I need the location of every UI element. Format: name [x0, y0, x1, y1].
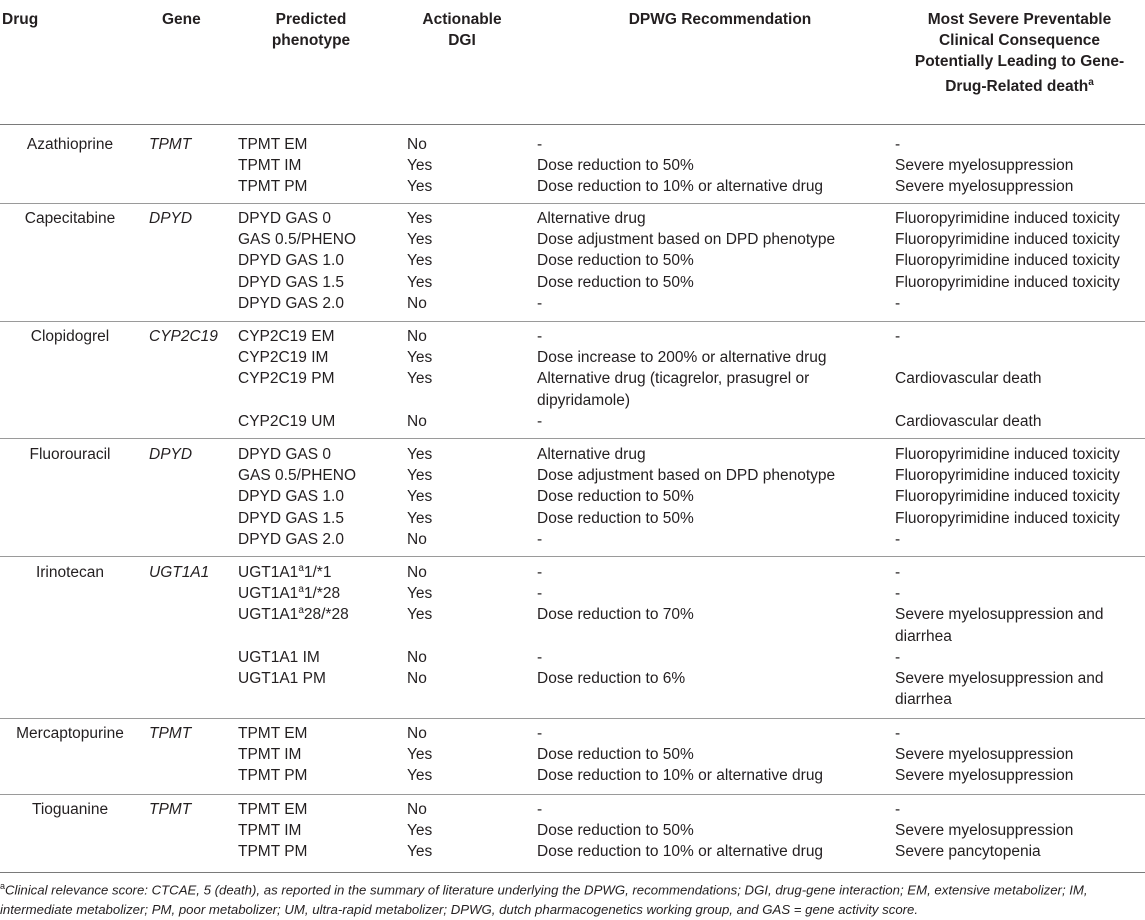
- actionable-cell: Yes: [407, 606, 433, 624]
- phenotype-suffix: 1/*28: [303, 585, 341, 603]
- actionable-cell: Yes: [407, 446, 433, 463]
- phenotype-prefix: UGT1A1: [238, 564, 299, 581]
- actionable-cell: Yes: [407, 273, 433, 291]
- drug-name: Tioguanine: [31, 801, 109, 818]
- actionable-cell: Yes: [407, 767, 433, 785]
- group-divider: [0, 321, 1145, 322]
- consequence-cell: -: [895, 136, 901, 153]
- consequence-cell: Fluoropyrimidine induced toxicity: [895, 509, 1120, 527]
- consequence-cell: Severe myelosuppression and diarrhea: [895, 670, 1104, 709]
- actionable-cell: Yes: [407, 488, 433, 506]
- phenotype-cell: CYP2C19 UM: [238, 412, 336, 430]
- recommendation-cell: -: [537, 136, 543, 153]
- phenotype-cell: DPYD GAS 1.5: [238, 509, 344, 527]
- actionable-cell: Yes: [407, 746, 433, 764]
- phenotype-sup: a: [298, 563, 304, 574]
- phenotype-cell: CYP2C19 PM: [238, 370, 335, 388]
- group-divider: [0, 556, 1145, 557]
- drug-name: Irinotecan: [35, 564, 105, 581]
- consequence-cell: -: [895, 564, 901, 581]
- phenotype-cell: TPMT PM: [238, 178, 308, 196]
- gene-name: TPMT: [149, 801, 192, 818]
- recommendation-cell: Alternative drug (ticagrelor, prasugrel or dipyridamole): [537, 370, 810, 409]
- phenotype-sup: a: [298, 584, 304, 596]
- group-divider: [0, 794, 1145, 795]
- actionable-cell: Yes: [407, 509, 433, 527]
- consequence-cell: Severe myelosuppression: [895, 178, 1074, 196]
- drug-name: Capecitabine: [24, 210, 116, 227]
- consequence-cell: Fluoropyrimidine induced toxicity: [895, 273, 1120, 291]
- consequence-cell: Severe myelosuppression: [895, 157, 1074, 175]
- phenotype-cell: UGT1A1 IM: [238, 648, 320, 666]
- footnote-text: Clinical relevance score: CTCAE, 5 (death), as reported in the summary of literature underlying the DPWG, recommendations; DGI, drug-gene interaction; EM, extensive metabolizer; IM, intermediate metabolizer; PM, poor metabolizer; UM, ultra-rapid metabolizer; DPWG, dutch pharmacogenetics working group, and GAS = gene activity score.: [0, 882, 1088, 918]
- actionable-cell: No: [407, 294, 427, 312]
- group-divider: [0, 718, 1145, 719]
- recommendation-cell: Dose reduction to 10% or alternative drug: [537, 767, 824, 785]
- actionable-cell: No: [407, 530, 427, 548]
- phenotype-sup: a: [298, 605, 304, 617]
- phenotype-cell: TPMT IM: [238, 746, 302, 764]
- actionable-cell: No: [407, 725, 427, 742]
- actionable-cell: No: [407, 136, 427, 153]
- recommendation-cell: Dose reduction to 50%: [537, 822, 694, 840]
- actionable-cell: Yes: [407, 585, 433, 603]
- phenotype-cell: TPMT PM: [238, 843, 308, 861]
- header-recommendation: DPWG Recommendation: [628, 11, 812, 28]
- recommendation-cell: -: [537, 412, 543, 430]
- table-footnote: [0, 876, 1145, 920]
- consequence-cell: Cardiovascular death: [895, 370, 1042, 388]
- phenotype-cell: DPYD GAS 1.5: [238, 273, 344, 291]
- recommendation-cell: -: [537, 564, 543, 581]
- header-consequence-text: Most Severe Preventable Clinical Consequence Potentially Leading to Gene-Drug-Related death: [914, 11, 1125, 96]
- phenotype-cell: TPMT PM: [238, 767, 308, 785]
- consequence-cell: -: [895, 801, 901, 818]
- actionable-cell: No: [407, 328, 427, 345]
- consequence-cell: Severe myelosuppression: [895, 767, 1074, 785]
- header-actionable: Actionable DGI: [422, 11, 502, 49]
- recommendation-cell: Alternative drug: [537, 446, 646, 463]
- gene-name: DPYD: [149, 446, 193, 463]
- recommendation-cell: Dose increase to 200% or alternative drug: [537, 349, 827, 367]
- consequence-cell: Severe myelosuppression and diarrhea: [895, 606, 1104, 645]
- phenotype-cell: [238, 562, 388, 583]
- phenotype-cell: DPYD GAS 1.0: [238, 488, 344, 506]
- phenotype-cell: [238, 583, 388, 604]
- actionable-cell: No: [407, 801, 427, 818]
- drug-name: Fluorouracil: [29, 446, 111, 463]
- header-consequence-sup: a: [1088, 77, 1094, 88]
- header-gene: Gene: [162, 11, 201, 28]
- recommendation-cell: Dose reduction to 50%: [537, 273, 694, 291]
- recommendation-cell: -: [537, 585, 543, 603]
- group-divider: [0, 438, 1145, 439]
- phenotype-cell: GAS 0.5/PHENO: [238, 231, 357, 249]
- phenotype-cell: [238, 604, 388, 625]
- phenotype-prefix: UGT1A1: [238, 585, 299, 603]
- actionable-cell: Yes: [407, 157, 433, 175]
- footnote-sup: a: [0, 881, 6, 891]
- consequence-cell: Severe myelosuppression: [895, 746, 1074, 764]
- actionable-cell: Yes: [407, 822, 433, 840]
- phenotype-cell: GAS 0.5/PHENO: [238, 467, 357, 485]
- consequence-cell: Cardiovascular death: [895, 412, 1042, 430]
- phenotype-cell: CYP2C19 EM: [238, 328, 335, 345]
- recommendation-cell: Dose adjustment based on DPD phenotype: [537, 467, 836, 485]
- actionable-cell: Yes: [407, 210, 433, 227]
- actionable-cell: Yes: [407, 467, 433, 485]
- gene-name: CYP2C19: [149, 328, 218, 345]
- recommendation-cell: Dose reduction to 50%: [537, 157, 694, 175]
- phenotype-cell: TPMT IM: [238, 157, 302, 175]
- table-bottom-rule: [0, 872, 1145, 873]
- gene-name: TPMT: [149, 136, 192, 153]
- phenotype-cell: DPYD GAS 2.0: [238, 530, 344, 548]
- drug-name: Clopidogrel: [30, 328, 110, 345]
- consequence-cell: Fluoropyrimidine induced toxicity: [895, 467, 1120, 485]
- recommendation-cell: -: [537, 530, 543, 548]
- gene-name: DPYD: [149, 210, 193, 227]
- consequence-cell: Fluoropyrimidine induced toxicity: [895, 446, 1120, 463]
- actionable-cell: Yes: [407, 252, 433, 270]
- consequence-cell: Severe myelosuppression: [895, 822, 1074, 840]
- recommendation-cell: Dose reduction to 50%: [537, 252, 694, 270]
- actionable-cell: Yes: [407, 370, 433, 388]
- recommendation-cell: Dose reduction to 6%: [537, 670, 686, 687]
- consequence-cell: -: [895, 530, 901, 548]
- consequence-cell: -: [895, 725, 901, 742]
- phenotype-cell: TPMT EM: [238, 801, 308, 818]
- recommendation-cell: Alternative drug: [537, 210, 646, 227]
- drug-name: Azathioprine: [26, 136, 114, 153]
- recommendation-cell: Dose reduction to 50%: [537, 509, 694, 527]
- actionable-cell: Yes: [407, 843, 433, 861]
- actionable-cell: No: [407, 412, 427, 430]
- recommendation-cell: Dose reduction to 70%: [537, 606, 694, 624]
- phenotype-cell: TPMT IM: [238, 822, 302, 840]
- recommendation-cell: -: [537, 294, 543, 312]
- recommendation-cell: Dose reduction to 10% or alternative drug: [537, 843, 824, 861]
- recommendation-cell: -: [537, 328, 543, 345]
- actionable-cell: Yes: [407, 349, 433, 367]
- gene-name: UGT1A1: [149, 564, 210, 581]
- phenotype-suffix: 1/*1: [303, 564, 332, 581]
- consequence-cell: -: [895, 294, 901, 312]
- phenotype-cell: DPYD GAS 0: [238, 446, 332, 463]
- consequence-cell: Severe pancytopenia: [895, 843, 1041, 861]
- phenotype-cell: DPYD GAS 0: [238, 210, 332, 227]
- actionable-cell: Yes: [407, 231, 433, 249]
- phenotype-suffix: 28/*28: [303, 606, 349, 624]
- gene-name: TPMT: [149, 725, 192, 742]
- consequence-cell: -: [895, 648, 901, 666]
- header-rule: [0, 124, 1145, 125]
- drug-name: Mercaptopurine: [16, 725, 124, 742]
- recommendation-cell: Dose reduction to 50%: [537, 488, 694, 506]
- header-consequence: [907, 9, 1132, 97]
- phenotype-cell: UGT1A1 PM: [238, 670, 326, 687]
- phenotype-prefix: UGT1A1: [238, 606, 299, 624]
- recommendation-cell: Dose adjustment based on DPD phenotype: [537, 231, 836, 249]
- recommendation-cell: -: [537, 801, 543, 818]
- consequence-cell: -: [895, 585, 901, 603]
- consequence-cell: -: [895, 328, 901, 345]
- header-phenotype: Predicted phenotype: [271, 11, 351, 49]
- recommendation-cell: -: [537, 648, 543, 666]
- header-drug: Drug: [2, 11, 39, 28]
- actionable-cell: Yes: [407, 178, 433, 196]
- actionable-cell: No: [407, 564, 427, 581]
- phenotype-cell: DPYD GAS 2.0: [238, 294, 344, 312]
- consequence-cell: Fluoropyrimidine induced toxicity: [895, 231, 1120, 249]
- actionable-cell: No: [407, 670, 427, 687]
- phenotype-cell: TPMT EM: [238, 725, 308, 742]
- actionable-cell: No: [407, 648, 427, 666]
- consequence-cell: Fluoropyrimidine induced toxicity: [895, 252, 1120, 270]
- phenotype-cell: CYP2C19 IM: [238, 349, 329, 367]
- phenotype-cell: TPMT EM: [238, 136, 308, 153]
- recommendation-cell: Dose reduction to 50%: [537, 746, 694, 764]
- group-divider: [0, 203, 1145, 204]
- consequence-cell: Fluoropyrimidine induced toxicity: [895, 488, 1120, 506]
- recommendation-cell: Dose reduction to 10% or alternative drug: [537, 178, 824, 196]
- recommendation-cell: -: [537, 725, 543, 742]
- phenotype-cell: DPYD GAS 1.0: [238, 252, 344, 270]
- consequence-cell: Fluoropyrimidine induced toxicity: [895, 210, 1120, 227]
